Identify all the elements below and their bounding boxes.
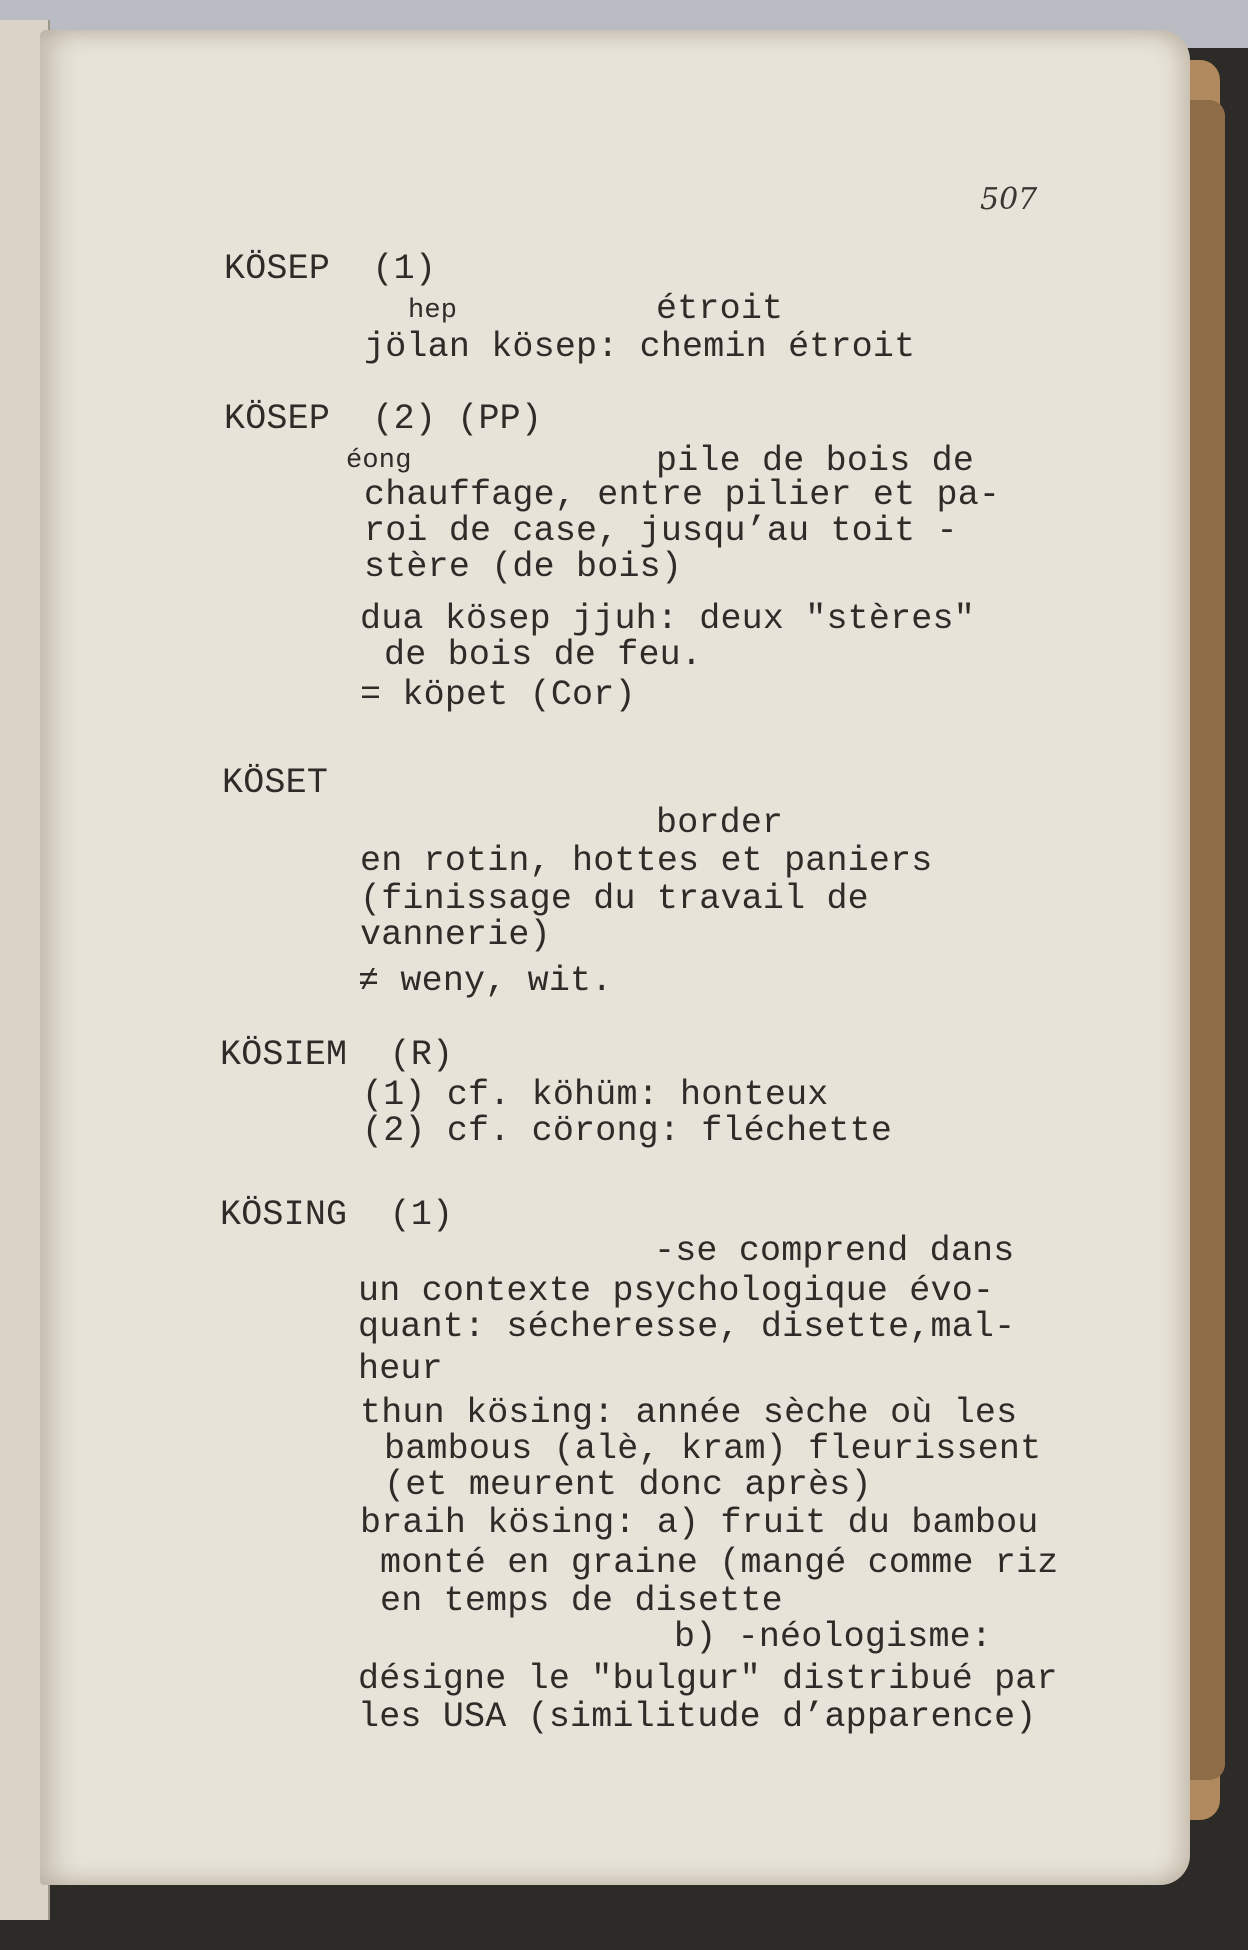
definition: heur: [358, 1349, 443, 1389]
headword: KÖSET: [222, 763, 329, 803]
annotation: hep: [408, 296, 458, 326]
definition: border: [656, 803, 784, 843]
headword: KÖSIEM (R): [220, 1035, 454, 1075]
definition: un contexte psychologique évo-: [358, 1271, 995, 1311]
definition: vannerie): [360, 915, 551, 955]
cross-reference: = köpet (Cor): [360, 675, 636, 715]
cross-reference: (1) cf. köhüm: honteux: [362, 1075, 829, 1115]
example: désigne le "bulgur" distribué par: [358, 1659, 1058, 1699]
example: jölan kösep: chemin étroit: [364, 327, 916, 367]
headword: KÖSEP (2) (PP): [224, 399, 543, 439]
annotation: éong: [346, 446, 412, 476]
headword: KÖSING (1): [220, 1195, 454, 1235]
example: thun kösing: année sèche où les: [360, 1393, 1018, 1433]
definition: stère (de bois): [364, 547, 683, 587]
definition: chauffage, entre pilier et pa-: [364, 475, 1001, 515]
definition: pile de bois de: [656, 441, 975, 481]
example: en temps de disette: [380, 1581, 783, 1621]
example: b) -néologisme:: [674, 1617, 993, 1657]
definition: étroit: [656, 289, 784, 329]
example: (et meurent donc après): [384, 1465, 872, 1505]
definition: -se comprend dans: [654, 1231, 1015, 1271]
cross-reference: ≠ weny, wit.: [358, 961, 613, 1001]
example: bambous (alè, kram) fleurissent: [384, 1429, 1042, 1469]
example: de bois de feu.: [384, 635, 703, 675]
example: monté en graine (mangé comme riz: [380, 1543, 1059, 1583]
definition: quant: sécheresse, disette,mal-: [358, 1307, 1016, 1347]
definition: roi de case, jusqu’au toit -: [364, 511, 958, 551]
definition: (finissage du travail de: [360, 879, 869, 919]
headword: KÖSEP (1): [224, 249, 437, 289]
example: les USA (similitude d’apparence): [358, 1697, 1037, 1737]
definition: en rotin, hottes et paniers: [360, 841, 933, 881]
page-number: 507: [980, 182, 1038, 217]
example: braih kösing: a) fruit du bambou: [360, 1503, 1039, 1543]
page-stack-edge: [1190, 100, 1225, 1780]
cross-reference: (2) cf. cörong: fléchette: [362, 1111, 893, 1151]
example: dua kösep jjuh: deux "stères": [360, 599, 975, 639]
